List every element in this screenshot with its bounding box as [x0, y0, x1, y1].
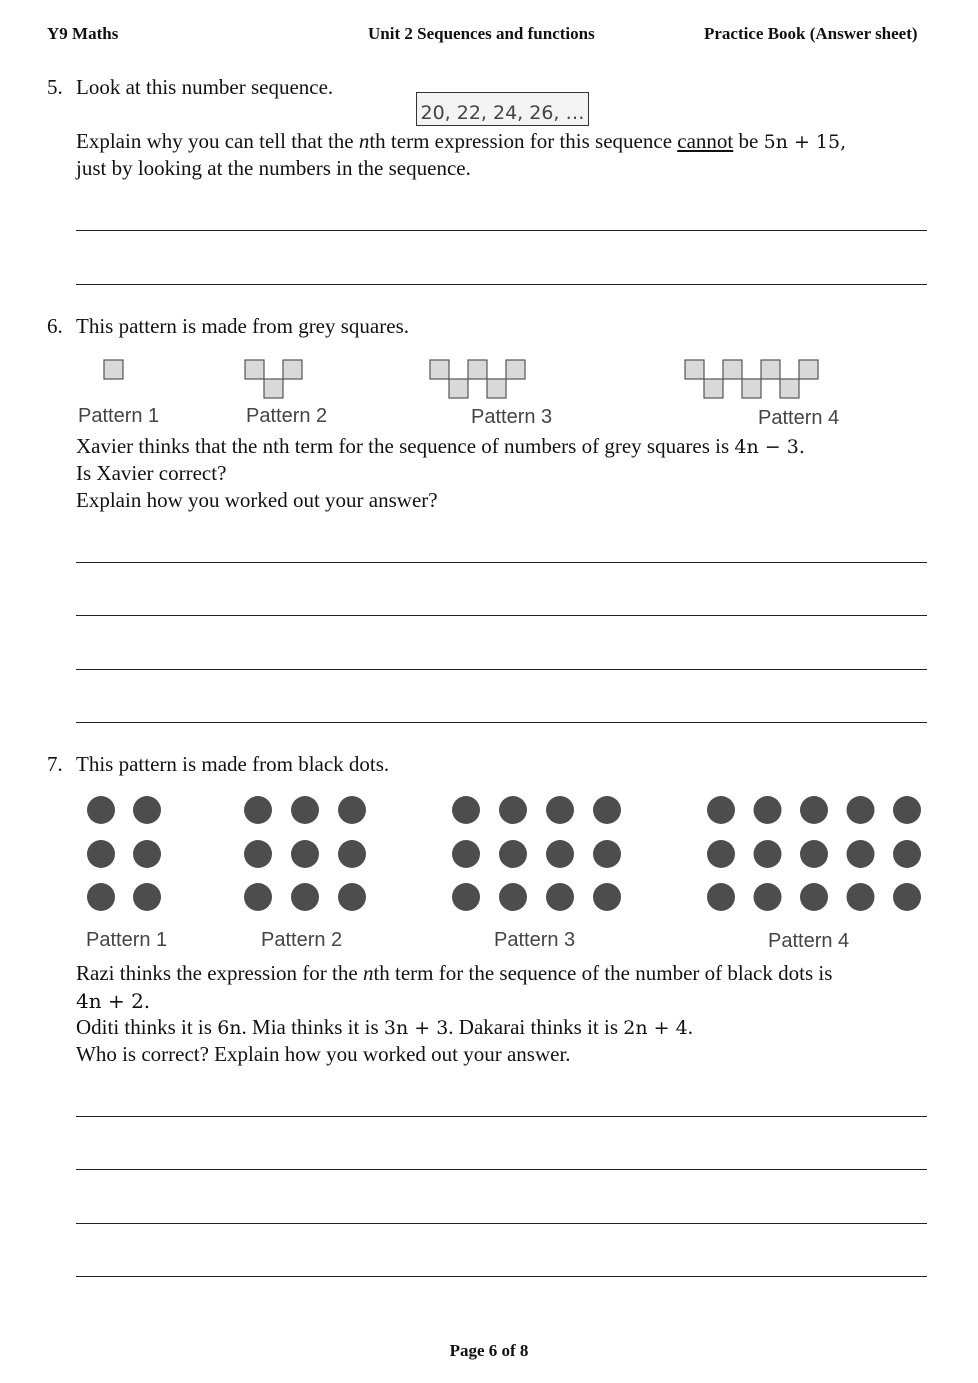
- black-dot: [707, 840, 735, 868]
- q7-pattern-label: Pattern 4: [768, 930, 850, 952]
- black-dot: [244, 883, 272, 911]
- q7-question-line1: Razi thinks the expression for the nth term for the sequence of the number of black dots is: [76, 961, 833, 985]
- q5-question-line2: just by looking at the numbers in the sequence.: [76, 156, 471, 180]
- answer-line[interactable]: [76, 1223, 927, 1224]
- q6-question-line1: Xavier thinks that the nth term for the sequence of numbers of grey squares is 4n − 3.: [76, 434, 805, 458]
- q7-pattern-label: Pattern 2: [261, 929, 343, 951]
- q7-question-line4: Who is correct? Explain how you worked out your answer.: [76, 1042, 571, 1066]
- black-dot: [893, 883, 921, 911]
- black-dot: [244, 796, 272, 824]
- black-dot: [452, 840, 480, 868]
- black-dot: [754, 840, 782, 868]
- black-dot: [800, 840, 828, 868]
- black-dot: [546, 840, 574, 868]
- q7-pattern-label: Pattern 1: [86, 929, 168, 951]
- black-dot: [133, 883, 161, 911]
- q5-intro: Look at this number sequence.: [76, 75, 334, 99]
- answer-line[interactable]: [76, 1276, 927, 1277]
- answer-line[interactable]: [76, 1116, 927, 1117]
- page-number: Page 6 of 8: [449, 1341, 529, 1360]
- black-dot: [499, 796, 527, 824]
- black-dot: [291, 883, 319, 911]
- black-dot: [893, 840, 921, 868]
- q6-pattern-label: Pattern 3: [471, 406, 553, 428]
- black-dot: [87, 796, 115, 824]
- q6-pattern-label: Pattern 4: [758, 407, 840, 429]
- q6-question-line3: Explain how you worked out your answer?: [76, 488, 438, 512]
- header-book: Practice Book (Answer sheet): [704, 24, 918, 43]
- black-dot: [847, 840, 875, 868]
- q7-question-line2: 4n + 2.: [76, 989, 151, 1013]
- black-dot: [499, 883, 527, 911]
- black-dot: [847, 796, 875, 824]
- black-dot: [452, 796, 480, 824]
- q7-question-line3: Oditi thinks it is 6n. Mia thinks it is 3n + 3. Dakarai thinks it is 2n + 4.: [76, 1015, 693, 1039]
- black-dot: [546, 883, 574, 911]
- q6-number: 6.: [47, 314, 63, 338]
- black-dot: [754, 883, 782, 911]
- black-dot: [707, 796, 735, 824]
- q6-pattern-label: Pattern 2: [246, 405, 328, 427]
- q6-pattern-label: Pattern 1: [78, 405, 160, 427]
- black-dot: [754, 796, 782, 824]
- q7-number: 7.: [47, 752, 63, 776]
- black-dot: [244, 840, 272, 868]
- black-dot: [593, 883, 621, 911]
- black-dot: [800, 883, 828, 911]
- black-dot: [800, 796, 828, 824]
- black-dot: [593, 796, 621, 824]
- black-dot: [291, 796, 319, 824]
- header-subject: Y9 Maths: [47, 24, 119, 43]
- header-unit: Unit 2 Sequences and functions: [368, 24, 595, 43]
- black-dot: [499, 840, 527, 868]
- black-dot: [338, 840, 366, 868]
- black-dot: [338, 796, 366, 824]
- black-dot: [338, 883, 366, 911]
- q7-pattern-label: Pattern 3: [494, 929, 576, 951]
- black-dot: [593, 840, 621, 868]
- q7-intro: This pattern is made from black dots.: [76, 752, 390, 776]
- black-dot: [707, 883, 735, 911]
- black-dot: [133, 796, 161, 824]
- q6-intro: This pattern is made from grey squares.: [76, 314, 409, 338]
- black-dot: [291, 840, 319, 868]
- black-dot: [133, 840, 161, 868]
- black-dot: [87, 840, 115, 868]
- answer-line[interactable]: [76, 1169, 927, 1170]
- black-dot: [87, 883, 115, 911]
- black-dot: [546, 796, 574, 824]
- q5-number: 5.: [47, 75, 63, 99]
- q5-question-line1: Explain why you can tell that the nth term expression for this sequence cannot be 5n + 15,: [76, 129, 847, 153]
- q5-sequence-box: 20, 22, 24, 26, …: [416, 92, 589, 126]
- black-dot: [452, 883, 480, 911]
- q6-question-line2: Is Xavier correct?: [76, 461, 227, 485]
- black-dot: [847, 883, 875, 911]
- black-dot: [893, 796, 921, 824]
